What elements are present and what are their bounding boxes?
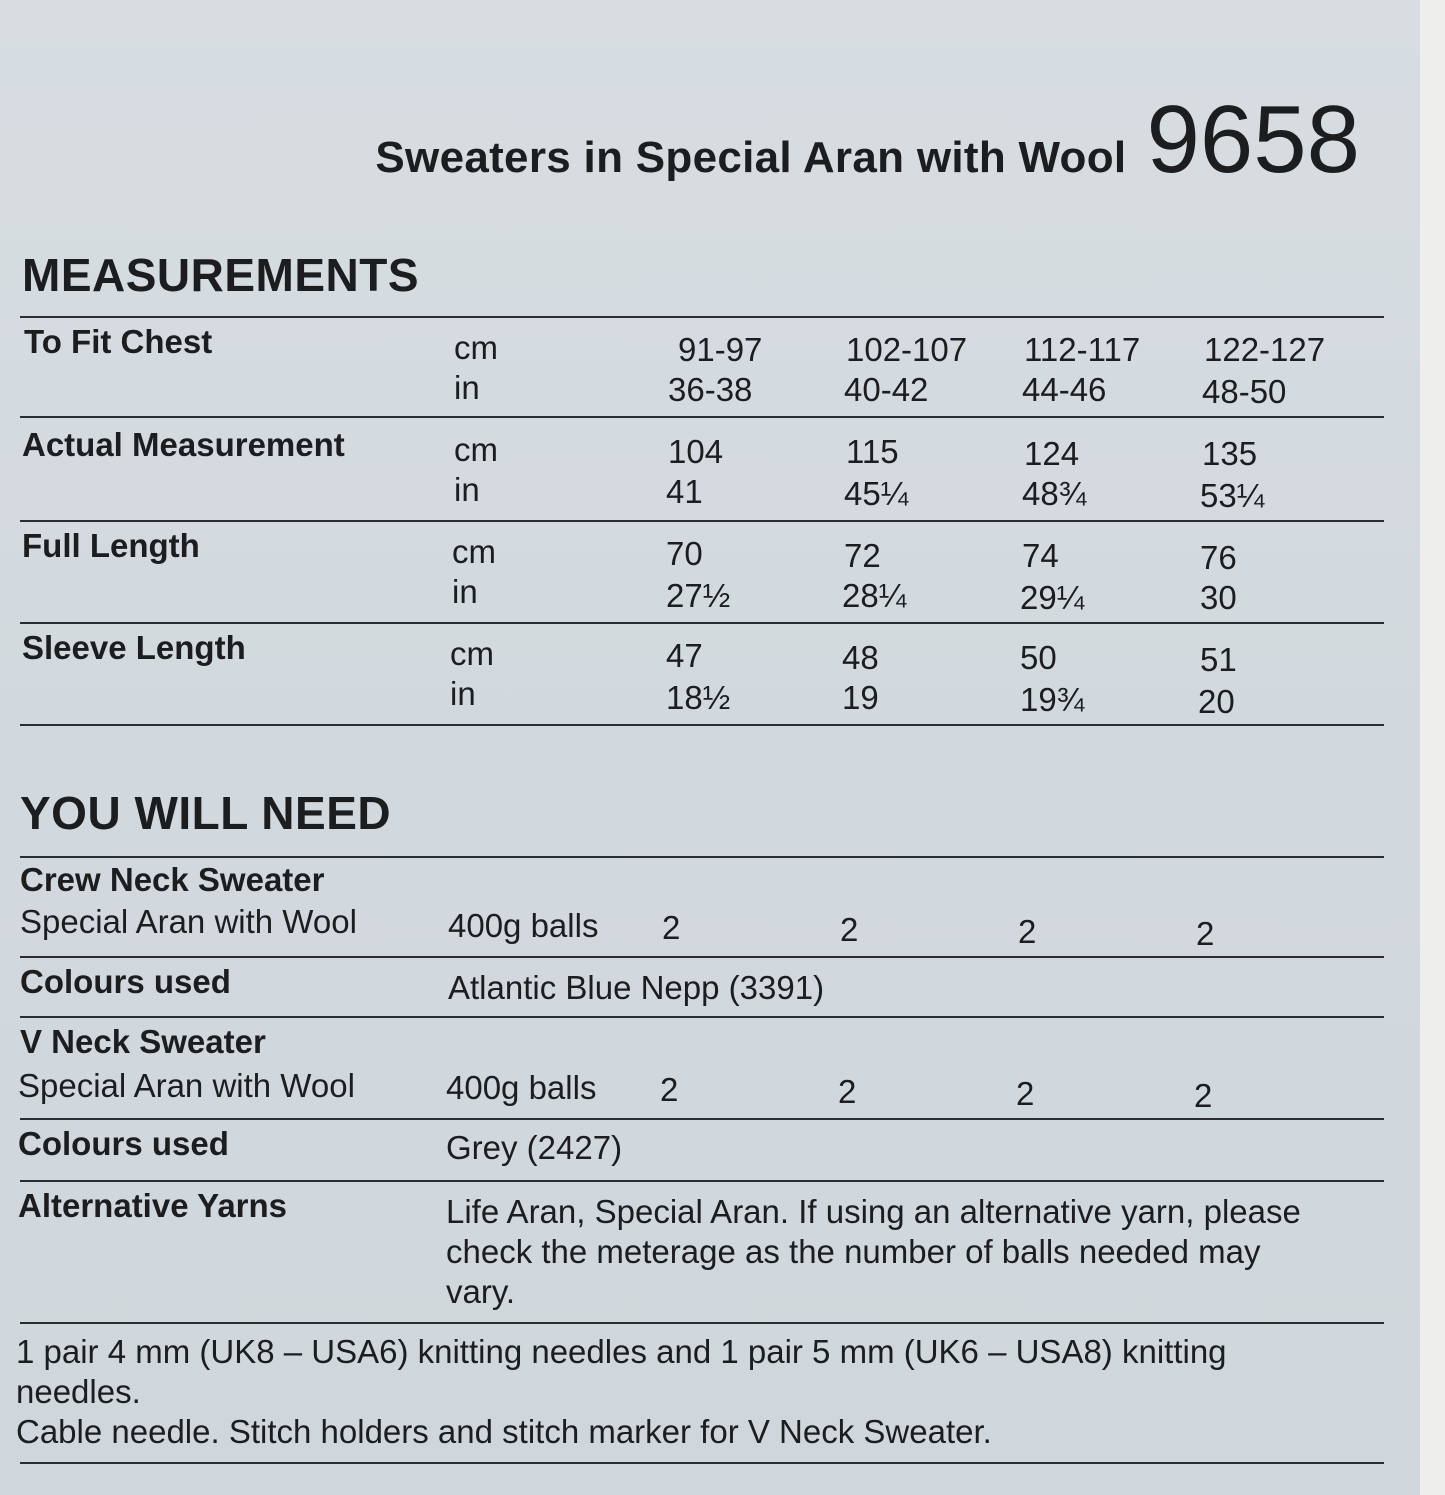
value-cell: 19 [842, 679, 879, 716]
value-cell: 18½ [666, 679, 731, 716]
value-cell: 124 [1024, 435, 1080, 472]
value-cell: 115 [846, 433, 899, 470]
alternative-yarns-text [446, 1192, 1301, 1312]
quantity-cell: 2 [660, 1071, 679, 1108]
value-cell: 20 [1198, 683, 1235, 720]
crew-neck-colours-label: Colours used [20, 963, 231, 1000]
alternative-yarns-line: check the meterage as the number of balls needed may [446, 1233, 1261, 1270]
unit-in: in [454, 369, 480, 406]
crew-neck-colours-value: Atlantic Blue Nepp (3391) [448, 969, 825, 1006]
value-cell: 70 [666, 535, 703, 572]
unit-in: in [454, 471, 480, 508]
quantity-cell: 2 [662, 909, 681, 946]
value-cell: 36-38 [668, 371, 753, 408]
alternative-yarns-line: vary. [446, 1273, 516, 1310]
divider [20, 724, 1384, 726]
unit-cm: cm [450, 635, 494, 672]
value-cell: 104 [668, 433, 724, 470]
alternative-yarns-label: Alternative Yarns [18, 1187, 288, 1224]
value-cell: 48-50 [1202, 373, 1287, 410]
page-edge [1420, 0, 1445, 1495]
divider [20, 856, 1384, 858]
value-cell: 48¾ [1022, 475, 1087, 512]
value-cell: 122-127 [1204, 331, 1326, 368]
value-cell: 41 [666, 473, 703, 510]
divider [20, 520, 1384, 522]
value-cell: 53¼ [1200, 477, 1265, 514]
title-row [375, 86, 1360, 193]
v-neck-yarn: Special Aran with Wool [18, 1067, 355, 1104]
value-cell: 112-117 [1024, 331, 1141, 368]
v-neck-colours-value: Grey (2427) [446, 1129, 623, 1166]
value-cell: 76 [1200, 539, 1237, 576]
value-cell: 48 [842, 639, 879, 676]
divider [20, 1322, 1384, 1324]
you-will-need-heading: YOU WILL NEED [20, 787, 392, 839]
value-cell: 19¾ [1020, 681, 1085, 718]
row-label-full-length: Full Length [22, 527, 200, 564]
needles-line: 1 pair 4 mm (UK8 – USA6) knitting needles and 1 pair 5 mm (UK6 – USA8) knitting [16, 1333, 1227, 1370]
unit-cm: cm [452, 533, 496, 570]
crew-neck-unit: 400g balls [448, 907, 599, 944]
value-cell: 51 [1200, 641, 1237, 678]
quantity-cell: 2 [838, 1073, 857, 1110]
pattern-number: 9658 [1146, 86, 1360, 193]
v-neck-colours-label: Colours used [18, 1125, 229, 1162]
row-label-actual-measurement: Actual Measurement [22, 426, 345, 463]
value-cell: 135 [1202, 435, 1258, 472]
unit-in: in [452, 573, 478, 610]
measurements-heading: MEASUREMENTS [22, 249, 420, 301]
row-label-to-fit-chest: To Fit Chest [24, 323, 213, 360]
quantity-cell: 2 [1018, 913, 1037, 950]
quantity-cell: 2 [840, 911, 859, 948]
value-cell: 91-97 [678, 331, 763, 368]
divider [20, 1016, 1384, 1018]
unit-cm: cm [454, 329, 498, 366]
value-cell: 102-107 [846, 331, 968, 368]
value-cell: 30 [1200, 579, 1237, 616]
value-cell: 45¼ [844, 475, 909, 512]
quantity-cell: 2 [1016, 1075, 1035, 1112]
value-cell: 28¼ [842, 577, 907, 614]
v-neck-unit: 400g balls [446, 1069, 597, 1106]
value-cell: 47 [666, 637, 703, 674]
needles-text [16, 1332, 1227, 1452]
value-cell: 29¼ [1020, 579, 1085, 616]
alternative-yarns-line: Life Aran, Special Aran. If using an alternative yarn, please [446, 1193, 1301, 1230]
unit-cm: cm [454, 431, 498, 468]
needles-line: needles. [16, 1373, 141, 1410]
quantity-cell: 2 [1196, 915, 1215, 952]
divider [20, 316, 1384, 318]
divider [20, 1462, 1384, 1464]
value-cell: 50 [1020, 639, 1057, 676]
value-cell: 72 [844, 537, 881, 574]
v-neck-title: V Neck Sweater [20, 1023, 266, 1060]
crew-neck-yarn: Special Aran with Wool [20, 903, 357, 940]
divider [20, 1180, 1384, 1182]
value-cell: 44-46 [1022, 371, 1107, 408]
divider [20, 1118, 1384, 1120]
unit-in: in [450, 675, 476, 712]
divider [20, 416, 1384, 418]
value-cell: 74 [1022, 537, 1059, 574]
value-cell: 40-42 [844, 371, 929, 408]
row-label-sleeve-length: Sleeve Length [22, 629, 246, 666]
needles-line: Cable needle. Stitch holders and stitch marker for V Neck Sweater. [16, 1413, 992, 1450]
value-cell: 27½ [666, 577, 731, 614]
quantity-cell: 2 [1194, 1077, 1213, 1114]
document-title: Sweaters in Special Aran with Wool [375, 133, 1127, 182]
divider [20, 622, 1384, 624]
divider [20, 956, 1384, 958]
crew-neck-title: Crew Neck Sweater [20, 861, 325, 898]
